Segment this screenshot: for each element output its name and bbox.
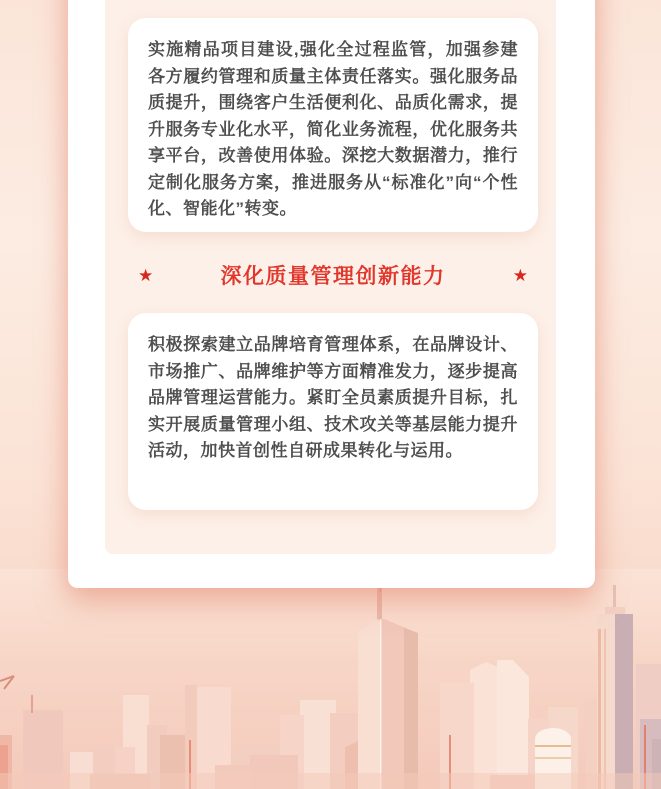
paragraph-card-1 <box>128 18 538 232</box>
paragraph-1-text: 实施精品项目建设,强化全过程监管，加强参建各方履约管理和质量主体责任落实。强化服务品质提升，围绕客户生活便利化、品质化需求，提升服务专业化水平，简化业务流程，优化服务共享平台，改善使用体验。深挖大数据潜力，推行定制化服务方案，推进服务从“标准化”向“个性化、智能化”转变。 <box>148 40 518 218</box>
star-icon-left: ★ <box>138 265 154 285</box>
paragraph-card-2 <box>128 313 538 510</box>
skyline-right-tower <box>597 585 633 789</box>
city-skyline-illustration <box>0 569 661 789</box>
section-title: 深化质量管理创新能力 <box>220 265 446 288</box>
content-panel <box>105 0 556 554</box>
construction-crane-icon <box>0 676 14 689</box>
paragraph-2-text: 积极探索建立品牌培育管理体系，在品牌设计、市场推广、品牌维护等方面精准发力，逐步提高品牌管理运营能力。紧盯全员素质提升目标，扎实开展质量管理小组、技术攻关等基层能力提升活动，加快首创性自研成果转化与运用。 <box>148 335 518 460</box>
star-icon-right: ★ <box>512 265 528 285</box>
section-heading-row <box>128 260 538 290</box>
poster-card <box>68 0 595 588</box>
